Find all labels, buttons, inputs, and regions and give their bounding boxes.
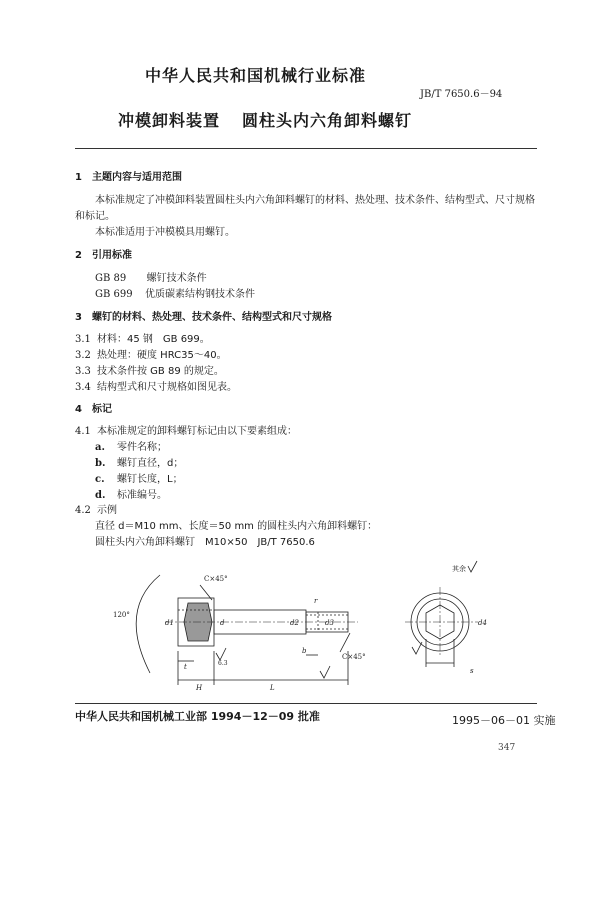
clause-4-1-no: 4.1 bbox=[75, 426, 91, 437]
clause-4-2 bbox=[75, 501, 117, 516]
element-a-text: 零件名称； bbox=[117, 442, 167, 453]
chamfer-thread-label: C×45° bbox=[342, 653, 366, 661]
section-2-heading: 2 引用标准 bbox=[75, 250, 132, 261]
element-d bbox=[95, 486, 167, 501]
element-b bbox=[95, 454, 183, 469]
element-b-text: 螺钉直径，d； bbox=[117, 458, 184, 469]
label-s: s bbox=[470, 667, 474, 675]
clause-3-3-text: 技术条件按 GB 89 的规定。 bbox=[97, 366, 224, 377]
clause-4-2-text: 示例 bbox=[97, 505, 117, 516]
label-d4: d4 bbox=[478, 619, 487, 627]
label-r: r bbox=[314, 597, 318, 605]
chamfer-head-label: C×45° bbox=[204, 575, 228, 583]
label-d3: d3 bbox=[325, 619, 334, 627]
clause-3-3 bbox=[75, 362, 224, 377]
section-1-para1-line1: 本标准规定了冲模卸料装置圆柱头内六角卸料螺钉的材料、热处理、技术条件、结构型式、尺寸规格 bbox=[95, 195, 535, 206]
title-main: 冲模卸料装置 bbox=[118, 111, 221, 130]
element-c-text: 螺钉长度，L； bbox=[117, 474, 183, 485]
page-number: 347 bbox=[498, 743, 516, 753]
clause-3-1-no: 3.1 bbox=[75, 334, 91, 345]
reference-1-code: GB 89 bbox=[95, 273, 127, 284]
remainder-roughness-mark bbox=[468, 561, 477, 572]
label-L: L bbox=[270, 684, 275, 692]
reference-2 bbox=[95, 285, 255, 300]
clause-3-1-text: 材料：45 钢 GB 699。 bbox=[97, 334, 210, 345]
footer-divider bbox=[75, 703, 537, 704]
title-sub: 圆柱头内六角卸料螺钉 bbox=[242, 111, 413, 130]
reference-2-code: GB 699 bbox=[95, 289, 133, 300]
document-title bbox=[118, 108, 412, 131]
clause-3-3-no: 3.3 bbox=[75, 366, 91, 377]
angle-label: 120° bbox=[113, 611, 130, 619]
label-d1: d1 bbox=[165, 619, 174, 627]
issuing-body-title: 中华人民共和国机械行业标准 bbox=[145, 66, 367, 85]
reference-1-title: 螺钉技术条件 bbox=[146, 273, 207, 284]
element-d-text: 标准编号。 bbox=[117, 490, 167, 501]
element-a-mark: a. bbox=[95, 442, 105, 453]
reference-2-title: 优质碳素结构钢技术条件 bbox=[144, 289, 255, 300]
example-line-2: 圆柱头内六角卸料螺钉 M10×50 JB/T 7650.6 bbox=[95, 537, 315, 548]
section-1-heading: 1 主题内容与适用范围 bbox=[75, 172, 182, 183]
section-1-para2: 本标准适用于冲模模具用螺钉。 bbox=[95, 227, 235, 238]
clause-3-2 bbox=[75, 346, 227, 361]
element-a bbox=[95, 438, 167, 453]
label-b: b bbox=[302, 647, 307, 655]
clause-4-1-text: 本标准规定的卸料螺钉标记由以下要素组成： bbox=[97, 426, 297, 437]
angle-arc bbox=[136, 575, 160, 673]
label-d2: d2 bbox=[290, 619, 299, 627]
approval-line: 中华人民共和国机械工业部 1994－12－09 批准 bbox=[75, 710, 320, 723]
clause-3-2-no: 3.2 bbox=[75, 350, 91, 361]
label-t: t bbox=[184, 663, 187, 671]
reference-1 bbox=[95, 269, 207, 284]
screw-drawing bbox=[0, 555, 600, 695]
element-c-mark: c. bbox=[95, 474, 105, 485]
example-line-1: 直径 d＝M10 mm、长度＝50 mm 的圆柱头内六角卸料螺钉： bbox=[95, 521, 378, 532]
section-4-heading: 4 标记 bbox=[75, 404, 112, 415]
element-d-mark: d. bbox=[95, 490, 106, 501]
header-divider bbox=[75, 148, 537, 149]
element-b-mark: b. bbox=[95, 458, 106, 469]
clause-3-4-text: 结构型式和尺寸规格如图见表。 bbox=[97, 382, 237, 393]
roughness-value-1: 6.3 bbox=[218, 660, 228, 667]
standard-number: JB/T 7650.6－94 bbox=[420, 89, 503, 100]
clause-3-1 bbox=[75, 330, 210, 345]
label-d: d bbox=[220, 619, 225, 627]
element-c bbox=[95, 470, 183, 485]
roughness-mark-1 bbox=[216, 648, 226, 660]
roughness-mark-2 bbox=[320, 666, 330, 678]
section-1-para1-line2: 和标记。 bbox=[75, 211, 115, 222]
clause-4-2-no: 4.2 bbox=[75, 505, 91, 516]
clause-4-1 bbox=[75, 422, 297, 437]
implementation-date: 1995－06－01 实施 bbox=[452, 714, 556, 727]
clause-3-2-text: 热处理：硬度 HRC35～40。 bbox=[97, 350, 227, 361]
clause-3-4 bbox=[75, 378, 237, 393]
remainder-note: 其余 bbox=[452, 565, 466, 573]
section-3-heading: 3 螺钉的材料、热处理、技术条件、结构型式和尺寸规格 bbox=[75, 312, 332, 323]
clause-3-4-no: 3.4 bbox=[75, 382, 91, 393]
label-H: H bbox=[196, 684, 203, 692]
